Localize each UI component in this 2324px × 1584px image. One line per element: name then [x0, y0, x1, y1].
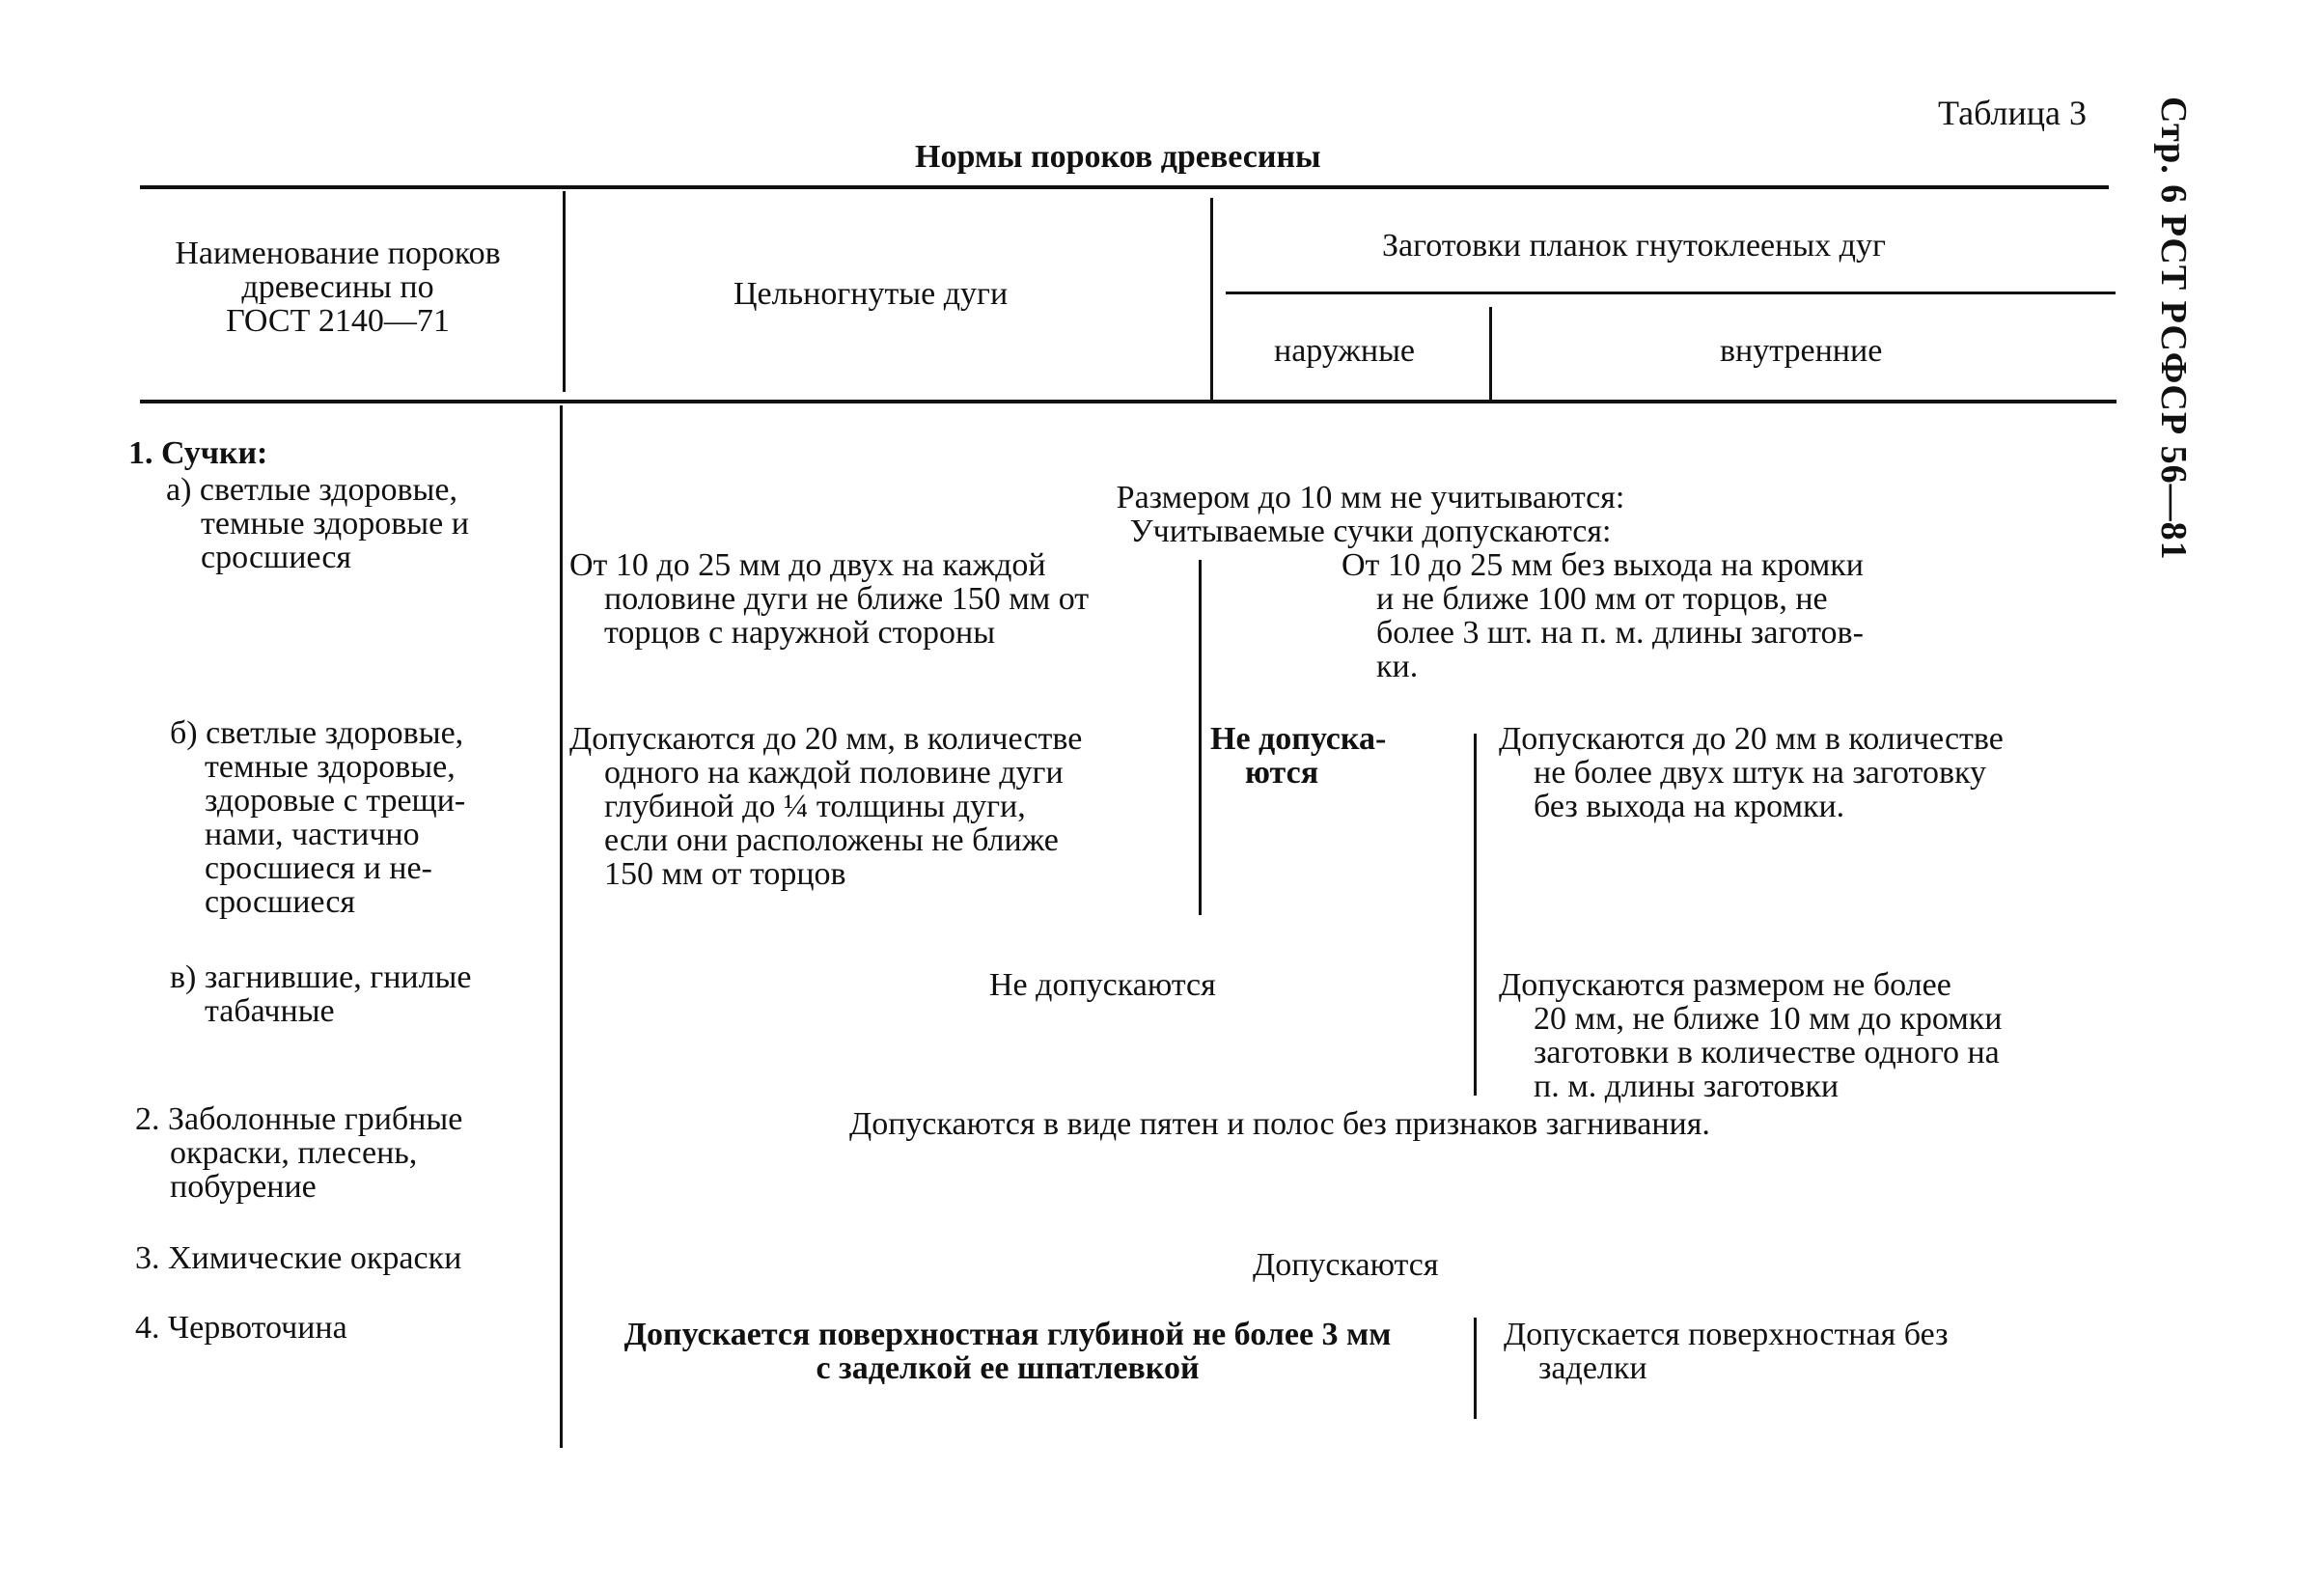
row4-left: Допускается поверхностная глубиной не более 3 мм с заделкой ее шпатлевкой [623, 1317, 1392, 1386]
table-title: Нормы пороков древесины [915, 139, 1321, 175]
row1c-inner: Допускаются размером не более 20 мм, не ближе 10 мм до кромки заготовки в количестве одного на п. м. длины заготовки [1499, 967, 2003, 1104]
row1a-common: Размером до 10 мм не учитываются: Учитываемые сучки допускаются: [1116, 480, 1625, 549]
row3-name: 3. Химические окраски [135, 1240, 462, 1276]
body-divider-2 [1199, 560, 1202, 915]
header-inner: внутренние [1720, 333, 1883, 369]
row1c-name: в) загнившие, гнилые табачные [170, 959, 472, 1029]
row3-common: Допускаются [1253, 1247, 1439, 1283]
row1a-blanks: От 10 до 25 мм без выхода на кромки и не ближе 100 мм от торцов, не более 3 шт. на п. м. длины заготов- ки. [1342, 547, 1864, 684]
row1c-common: Не допускаются [989, 967, 1216, 1003]
header-outer: наружные [1274, 333, 1416, 369]
header-divider-1 [563, 191, 566, 392]
header-glued-blanks: Заготовки планок гнутоклееных дуг [1382, 228, 1886, 264]
page-side-label: Стр. 6 РСТ РСФСР 56—81 [2153, 97, 2194, 561]
body-divider-1 [560, 405, 563, 1448]
row1a-name: а) светлые здоровые, темные здоровые и сросшиеся [166, 472, 469, 575]
header-subrule [1226, 292, 2116, 294]
row2-name: 2. Заболонные грибные окраски, плесень, побурение [135, 1101, 463, 1205]
table-label: Таблица 3 [1938, 94, 2087, 132]
header-bottom-rule [140, 400, 2116, 403]
row1b-outer: Не допуска- ются [1210, 721, 1387, 791]
row4-inner: Допускается поверхностная без заделки [1504, 1317, 1949, 1386]
row1b-name: б) светлые здоровые, темные здоровые, здоровые с трещи- нами, частично сросшиеся и не- сросшиеся [170, 715, 466, 920]
row2-common: Допускаются в виде пятен и полос без признаков загнивания. [849, 1106, 1710, 1142]
row1a-whole: От 10 до 25 мм до двух на каждой половине дуги не ближе 150 мм от торцов с наружной стороны [569, 547, 1090, 651]
table-top-rule [140, 185, 2109, 189]
body-divider-3 [1474, 734, 1477, 1096]
row1-title: 1. Сучки: [128, 435, 268, 471]
body-divider-4 [1474, 1318, 1477, 1419]
header-whole-arcs: Цельногнутые дуги [733, 276, 1009, 312]
header-divider-3 [1489, 307, 1492, 400]
row1b-inner: Допускаются до 20 мм в количестве не более двух штук на заготовку без выхода на кромки. [1499, 721, 2004, 824]
row4-name: 4. Червоточина [135, 1310, 347, 1346]
header-divider-2 [1210, 198, 1213, 401]
row1b-whole: Допускаются до 20 мм, в количестве одного на каждой половине дуги глубиной до ¼ толщины дуги, если они расположены не ближе 150 мм от торцов [569, 721, 1083, 892]
header-defect-name: Наименование пороков древесины по ГОСТ 2140—71 [175, 236, 501, 339]
